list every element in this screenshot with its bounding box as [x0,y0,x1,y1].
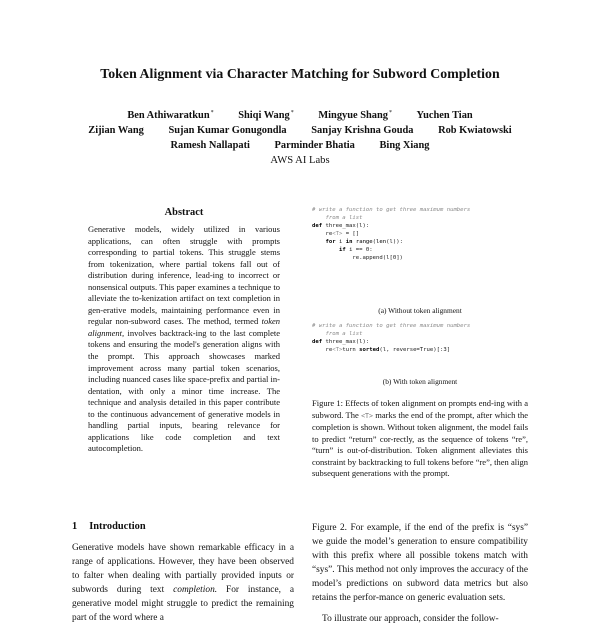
abstract-heading: Abstract [164,207,204,218]
paper-title: Token Alignment via Character Matching for Subword Completion [100,66,500,81]
author-row [0,106,600,123]
author-row [0,123,600,138]
introduction-body: Generative models have shown remarkable efficacy in a range of applications. However, they have been observed to falter when dealing with partially provided inputs or subwords during text completion. For instance, a generative model might struggle to predict the remaining part of the word where a [72,543,295,623]
author: Sanjay Krishna Gouda [311,125,414,136]
author: Parminder Bhatia [274,140,355,151]
author-row [0,138,600,153]
author: Zijian Wang [88,125,144,136]
subfigure-caption-b: (b) With token alignment [382,377,458,386]
author: Bing Xiang [379,140,430,151]
author: Rob Kwiatowski [438,125,512,136]
author: Ben Athiwaratkun* [127,110,214,121]
author: Yuchen Tian [416,110,473,121]
code-listing-without-alignment: # write a function to get three maximum numbers from a list def three_max(l): re<T> = [] for i in range(len(l)): if i == 0: re.append(l[0]) [312,207,471,261]
paragraph: Figure 2. For example, if the end of the prefix is “sys” we guide the model’s generation to ensure compatibility with this prefix where all possible tokens match with “sys”. This method not only improves the accuracy of the model’s predictions on subword data metrics but also retains the perfor-mance on generic evaluation sets. [312,523,529,603]
subfigure-caption-a: (a) Without token alignment [378,306,462,315]
right-column-body [312,521,528,626]
author-block [0,106,600,168]
paragraph: To illustrate our approach, consider the follow- [322,614,499,624]
author: Ramesh Nallapati [170,140,250,151]
code-listing-with-alignment: # write a function to get three maximum numbers from a list def three_max(l): re<T>turn sorted(l, reverse=True)[:3] [312,323,471,353]
affiliation: AWS AI Labs [270,155,330,166]
figure-caption: Figure 1: Effects of token alignment on prompts end-ing with a subword. The <T> marks the end of the prompt, after which the completion is shown. Without token alignment, the model fails to predict “return” cor-rectly, as the sequence of tokens “re”, “turn” is out-of-distribution. Token alignment alleviates this constraint by backtracking to full tokens before “re”, then align subsequent generations with the prompt. [312,398,529,478]
author: Sujan Kumar Gonugondla [168,125,287,136]
author: Shiqi Wang* [238,110,294,121]
author: Mingyue Shang* [318,110,392,121]
abstract-body: Generative models, widely utilized in various applications, can often struggle with prompts corresponding to partial tokens. This struggle stems from tokenization, where partial tokens fall out of distribution during inference, lead-ing to incorrect or nonsensical outputs. This paper examines a technique to alleviate the to-kenization artifact on text completion in gen-erative models, maintaining performance even in regular non-subword cases. The method, termed token alignment, involves backtrack-ing to the last complete tokens and ensuring the model's generation aligns with the prompt. This approach showcases marked improvement across many partial token scenarios, including nuanced cases like space-prefix and partial in-dentation, with only a minor time increase. The technique and analysis detailed in this paper contribute to the continuous advancement of generative models in handling partial inputs, bearing relevance for applications like code completion and text autocompletion. [88,224,281,454]
section-heading-introduction: 1 Introduction [72,521,146,532]
